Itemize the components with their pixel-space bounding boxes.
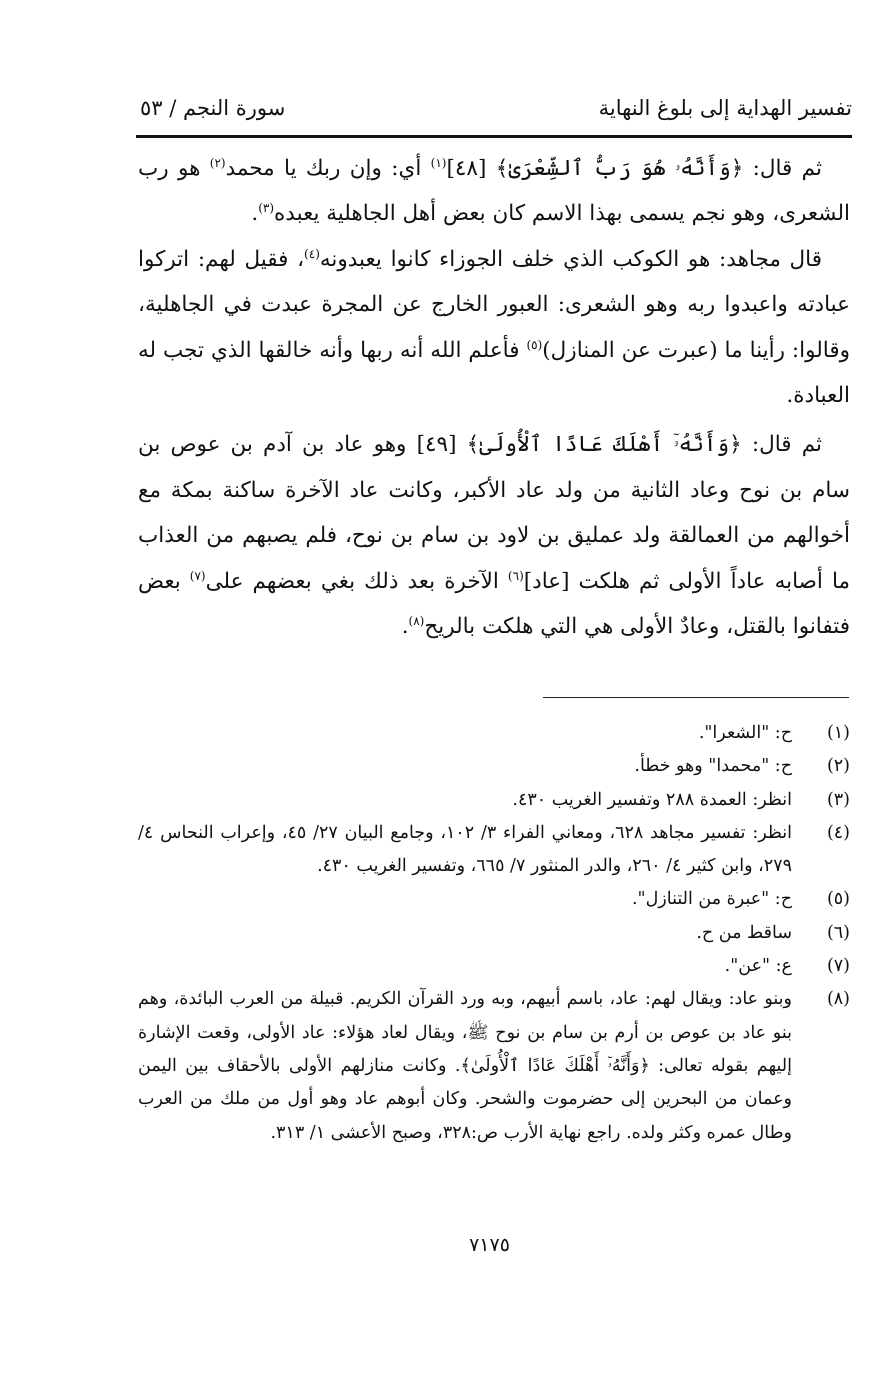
- footnote-ref-1[interactable]: (١): [430, 155, 447, 170]
- footnote-item: [138, 750, 850, 783]
- page-number: ٧١٧٥: [469, 1234, 510, 1256]
- paragraph-2: قال مجاهد: هو الكوكب الذي خلف الجوزاء كانوا يعبدونه$^{(٤)}$، فقيل لهم: اتركوا عبادته واعبدوا ربه وهو الشعرى: العبور الخارج عن المجرة عبدت في الجاهلية، وقالوا: رأينا ما (عبرت عن المنازل)$^{(٥)}$ فأعلم الله أنه ربها وأنه خالقها الذي تجب له العبادة.: [138, 246, 850, 409]
- footnote-number: (١): [826, 723, 850, 743]
- footnote-ref-7[interactable]: (٧): [189, 568, 206, 583]
- quran-verse-49: ﴿وَأَنَّهُۥٓ أَهْلَكَ عَادًا ٱلْأُولَىٰ﴾: [466, 432, 742, 458]
- paragraph-3: ثم قال: ﴿وَأَنَّهُۥٓ أَهْلَكَ عَادًا ٱلْأُولَىٰ﴾ [٤٩] وهو عاد بن آدم بن عوص بن سام بن نوح وعاد الثانية من ولد عاد الأكبر، وكانت عاد الآخرة ساكنة بمكة مع أخوالهم من العمالقة ولد عمليق بن لاود بن سام بن نوح، فلم يصبهم من العذاب ما أصابه عاداً الأولى ثم هلكت [عاد]$^{(٦)}$ الآخرة بعد ذلك بغي بعضهم على$^{(٧)}$ بعض فتفانوا بالقتل، وعادٌ الأولى هي التي هلكت بالريح$^{(٨)}$.: [138, 432, 851, 640]
- footnote-text: ح: "عبرة من التنازل".: [631, 889, 792, 910]
- footnote-number: (٦): [826, 922, 850, 943]
- footnote-item: [138, 917, 850, 950]
- main-text: [138, 146, 850, 649]
- footnote-item: [138, 817, 850, 884]
- footnote-text: ح: "الشعرا".: [698, 723, 792, 743]
- running-header: [140, 96, 852, 132]
- quran-verse-48: ﴿وَأَنَّهُۥ هُوَ رَبُّ ٱلشِّعْرَىٰ﴾: [495, 156, 744, 181]
- header-rule: [136, 135, 852, 138]
- footnote-text: وبنو عاد: ويقال لهم: عاد، باسم أبيهم، وبه ورد القرآن الكريم. قبيلة من العرب البائدة، وهم بنو عاد بن عوص بن أرم بن سام بن نوح ﷺ، ويقال لعاد هؤلاء: عاد الأولى، وقعت الإشارة إليهم بقوله تعالى: ﴿وَأَنَّهُۥٓ أَهْلَكَ عَادًا ٱلْأُولَىٰ﴾. وكانت منازلهم الأولى بالأحقاف بين اليمن وعمان من البحرين إلى حضرموت والشحر. وكان أبوهم عاد وهو أول من ملك من العرب وطال عمره وكثر ولده. راجع نهاية الأرب ص:٣٢٨، وصبح الأعشى ١/ ٣١٣.: [138, 989, 792, 1143]
- footnote-text: انظر: العمدة ٢٨٨ وتفسير الغريب ٤٣٠.: [512, 789, 792, 810]
- footnote-text: ح: "محمدا" وهو خطأ.: [634, 756, 792, 777]
- paragraph-1: ثم قال: ﴿وَأَنَّهُۥ هُوَ رَبُّ ٱلشِّعْرَىٰ﴾ [٤٨]$^{(١)}$ أي: وإن ربك يا محمد$^{(٢)}$ هو رب الشعرى، وهو نجم يسمى بهذا الاسم كان بعض أهل الجاهلية يعبده$^{(٣)}$.: [138, 155, 850, 227]
- footnote-text: ساقط من ح.: [696, 922, 792, 943]
- footnote-number: (٥): [826, 889, 850, 910]
- footnote-ref-3[interactable]: (٣): [258, 201, 275, 216]
- footnote-number: (٣): [826, 789, 850, 810]
- footnote-separator: [543, 697, 849, 698]
- footnote-number: (٢): [826, 756, 850, 777]
- footnote-item: [138, 717, 850, 750]
- footnote-ref-8[interactable]: (٨): [408, 613, 425, 628]
- footnote-text: انظر: تفسير مجاهد ٦٢٨، ومعاني الفراء ٣/ ١٠٢، وجامع البيان ٢٧/ ٤٥، وإعراب النحاس ٤/ ٢٧٩، وابن كثير ٤/ ٢٦٠، والدر المنثور ٧/ ٦٦٥، وتفسير الغريب ٤٣٠.: [138, 822, 792, 877]
- footnote-item: [138, 883, 850, 916]
- footnote-item: [138, 983, 850, 1149]
- sura-label: سورة النجم / ٥٣: [140, 96, 286, 120]
- footnote-ref-5[interactable]: (٥): [526, 337, 543, 352]
- footnotes: [138, 717, 850, 1150]
- footnote-ref-6[interactable]: (٦): [507, 568, 524, 583]
- footnote-item: [138, 950, 850, 983]
- book-title: تفسير الهداية إلى بلوغ النهاية: [598, 96, 852, 120]
- footnote-ref-4[interactable]: (٤): [304, 246, 320, 261]
- footnote-number: (٨): [826, 989, 850, 1010]
- footnote-number: (٤): [826, 822, 850, 843]
- footnote-number: (٧): [826, 956, 850, 977]
- footnote-item: [138, 784, 850, 817]
- footnote-text: ع: "عن".: [724, 956, 792, 977]
- footnote-ref-2[interactable]: (٢): [209, 155, 226, 170]
